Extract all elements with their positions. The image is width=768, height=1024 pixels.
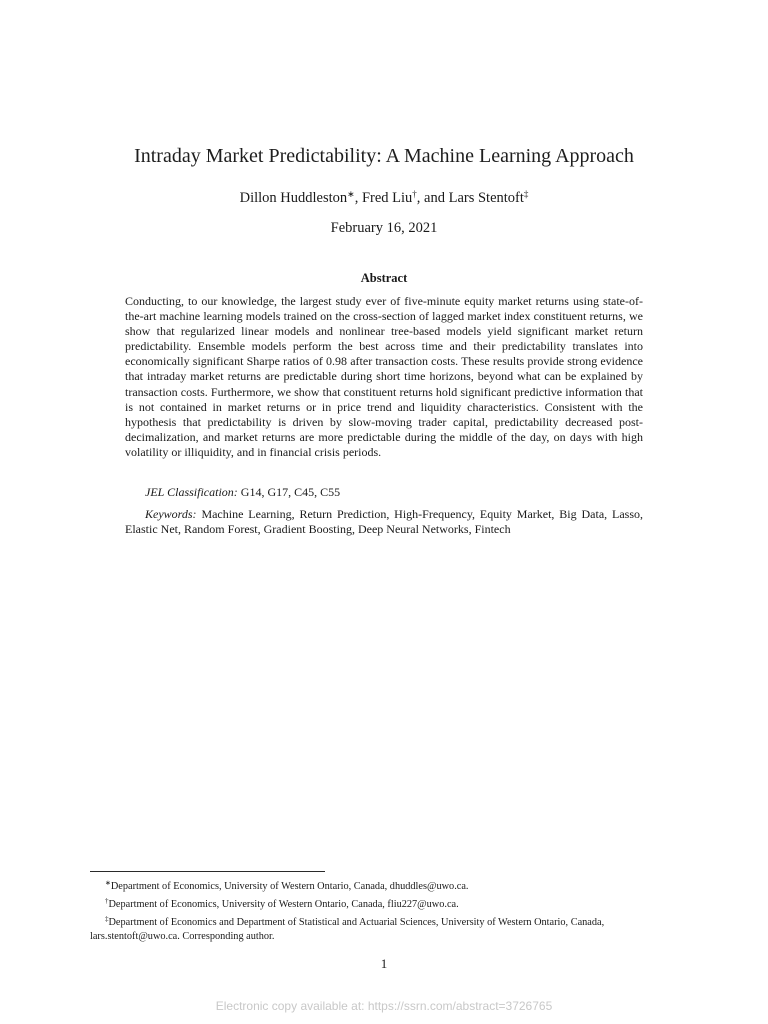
footnote-text: Department of Economics, University of Western Ontario, Canada, fliu227@uwo.ca. <box>108 899 459 910</box>
author-footnote-mark[interactable]: ‡ <box>523 189 529 199</box>
author-separator: , and <box>416 190 449 206</box>
footnotes <box>90 876 680 944</box>
jel-label: JEL Classification: <box>145 485 238 499</box>
paper-title: Intraday Market Predictability: A Machine Learning Approach <box>134 145 634 167</box>
footnote-mark: ‡ <box>105 915 109 923</box>
jel-classification <box>125 485 643 500</box>
keywords-list: Machine Learning, Return Prediction, High-Frequency, Equity Market, Big Data, Lasso, Elastic Net, Random Forest, Gradient Boosting, Deep Neural Networks, Fintech <box>125 507 644 537</box>
author-name: Fred Liu <box>361 190 413 206</box>
author-line <box>0 189 768 207</box>
page-number: 1 <box>380 956 388 971</box>
keywords <box>125 507 643 537</box>
footnote-divider <box>90 871 325 872</box>
author-footnote-mark[interactable]: ∗ <box>347 189 355 199</box>
paper-date: February 16, 2021 <box>330 220 438 236</box>
abstract-heading: Abstract <box>360 271 408 285</box>
footnote-text: Department of Economics, University of Western Ontario, Canada, dhuddles@uwo.ca. <box>110 881 469 892</box>
author-separator: , <box>354 190 362 206</box>
keywords-label: Keywords: <box>145 507 197 521</box>
abstract-text: Conducting, to our knowledge, the largest study ever of five-minute equity market returns using state-of-the-art machine learning models trained on the cross-section of lagged market index constituent returns, we show that regularized linear models and nonlinear tree-based models yield significant market return predictability. Ensemble models perform the best across time and their predictability translates into economically significant Sharpe ratios of 0.98 after transaction costs. These results provide strong evidence that intraday market returns are predictable during short time horizons, beyond what can be explained by transaction costs. Furthermore, we show that constituent returns hold significant predictive information that is not contained in market returns or in price trend and liquidity characteristics. Consistent with the hypothesis that predictability is driven by slow-moving trader capital, predictability decreased post-decimalization, and market returns are more predictable during the middle of the day, on days with high volatility or illiquidity, and in financial crisis periods. <box>125 294 643 459</box>
author-footnote-mark[interactable]: † <box>412 189 417 199</box>
jel-codes: G14, G17, C45, C55 <box>240 485 341 499</box>
footnote-mark: † <box>105 897 109 905</box>
author-name: Dillon Huddleston <box>239 190 348 206</box>
footnote <box>90 876 680 894</box>
ssrn-copy-notice[interactable]: Electronic copy available at: https://ssrn.com/abstract=3726765 <box>215 999 553 1013</box>
author-name: Lars Stentoft <box>448 190 524 206</box>
footnote-mark: ∗ <box>105 879 111 887</box>
footnote-text: Department of Economics and Department of Statistical and Actuarial Sciences, University of Western Ontario, Canada, lars.stentoft@uwo.ca. Corresponding author. <box>90 917 605 942</box>
abstract-body <box>125 294 643 460</box>
footnote <box>90 912 680 944</box>
footnote <box>90 894 680 912</box>
